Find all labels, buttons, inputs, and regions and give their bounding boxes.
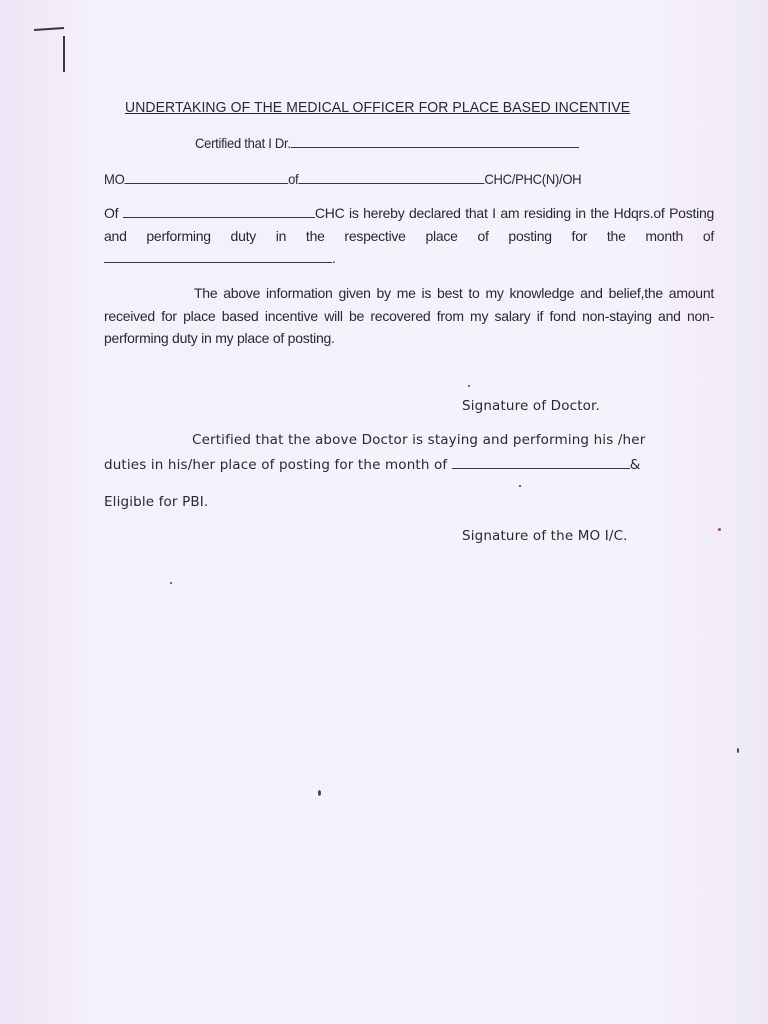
corner-mark-vertical xyxy=(63,36,65,72)
declaration-text: CHC is hereby declared that I am residing in the Hdqrs.of Posting and performing duty in the respective place of posting for the month xyxy=(104,205,715,244)
declaration-of-label-2: of xyxy=(702,227,715,244)
information-text: The above information given by me is best to my knowledge and belief,the amount received for place based incentive will be recovered from my salary if fond non-staying and non-performing duty in my place of posting. xyxy=(104,285,714,346)
scan-speck xyxy=(737,748,739,753)
scan-speck xyxy=(318,790,321,796)
certification-month-blank xyxy=(452,456,630,469)
chc-blank xyxy=(123,205,315,218)
month-blank xyxy=(104,250,332,263)
mo-label: MO xyxy=(104,171,125,187)
eligible-for-pbi-label: Eligible for PBI. xyxy=(104,494,209,510)
certified-dr-label: Certified that I Dr. xyxy=(195,135,291,151)
corner-mark-horizontal xyxy=(34,27,64,31)
signature-doctor-label: Signature of Doctor. xyxy=(462,398,600,414)
certification-line-2-text: duties in his/her place of posting for the month of xyxy=(104,457,448,473)
certified-dr-line xyxy=(195,135,579,151)
scan-speck xyxy=(519,485,521,487)
information-paragraph xyxy=(104,282,714,350)
mo-blank xyxy=(124,171,288,184)
scan-speck xyxy=(468,385,470,387)
declaration-paragraph xyxy=(104,202,714,270)
signature-mo-label: Signature of the MO I/C. xyxy=(462,528,628,544)
facility-type-label: CHC/PHC(N)/OH xyxy=(484,171,582,187)
mo-line xyxy=(104,171,581,187)
declaration-of-label: Of xyxy=(104,205,119,221)
ampersand: & xyxy=(629,457,641,473)
of-blank xyxy=(298,171,484,184)
certification-line-2 xyxy=(104,456,640,473)
scan-speck xyxy=(170,582,172,584)
certification-line-1: Certified that the above Doctor is staying and performing his /her xyxy=(192,432,646,448)
declaration-end: . xyxy=(332,250,336,266)
corner-mark xyxy=(34,28,66,73)
document-title: UNDERTAKING OF THE MEDICAL OFFICER FOR PLACE BASED INCENTIVE xyxy=(125,100,631,116)
scan-speck xyxy=(718,528,721,531)
of-label: of xyxy=(288,171,299,187)
doctor-name-blank xyxy=(291,135,579,148)
